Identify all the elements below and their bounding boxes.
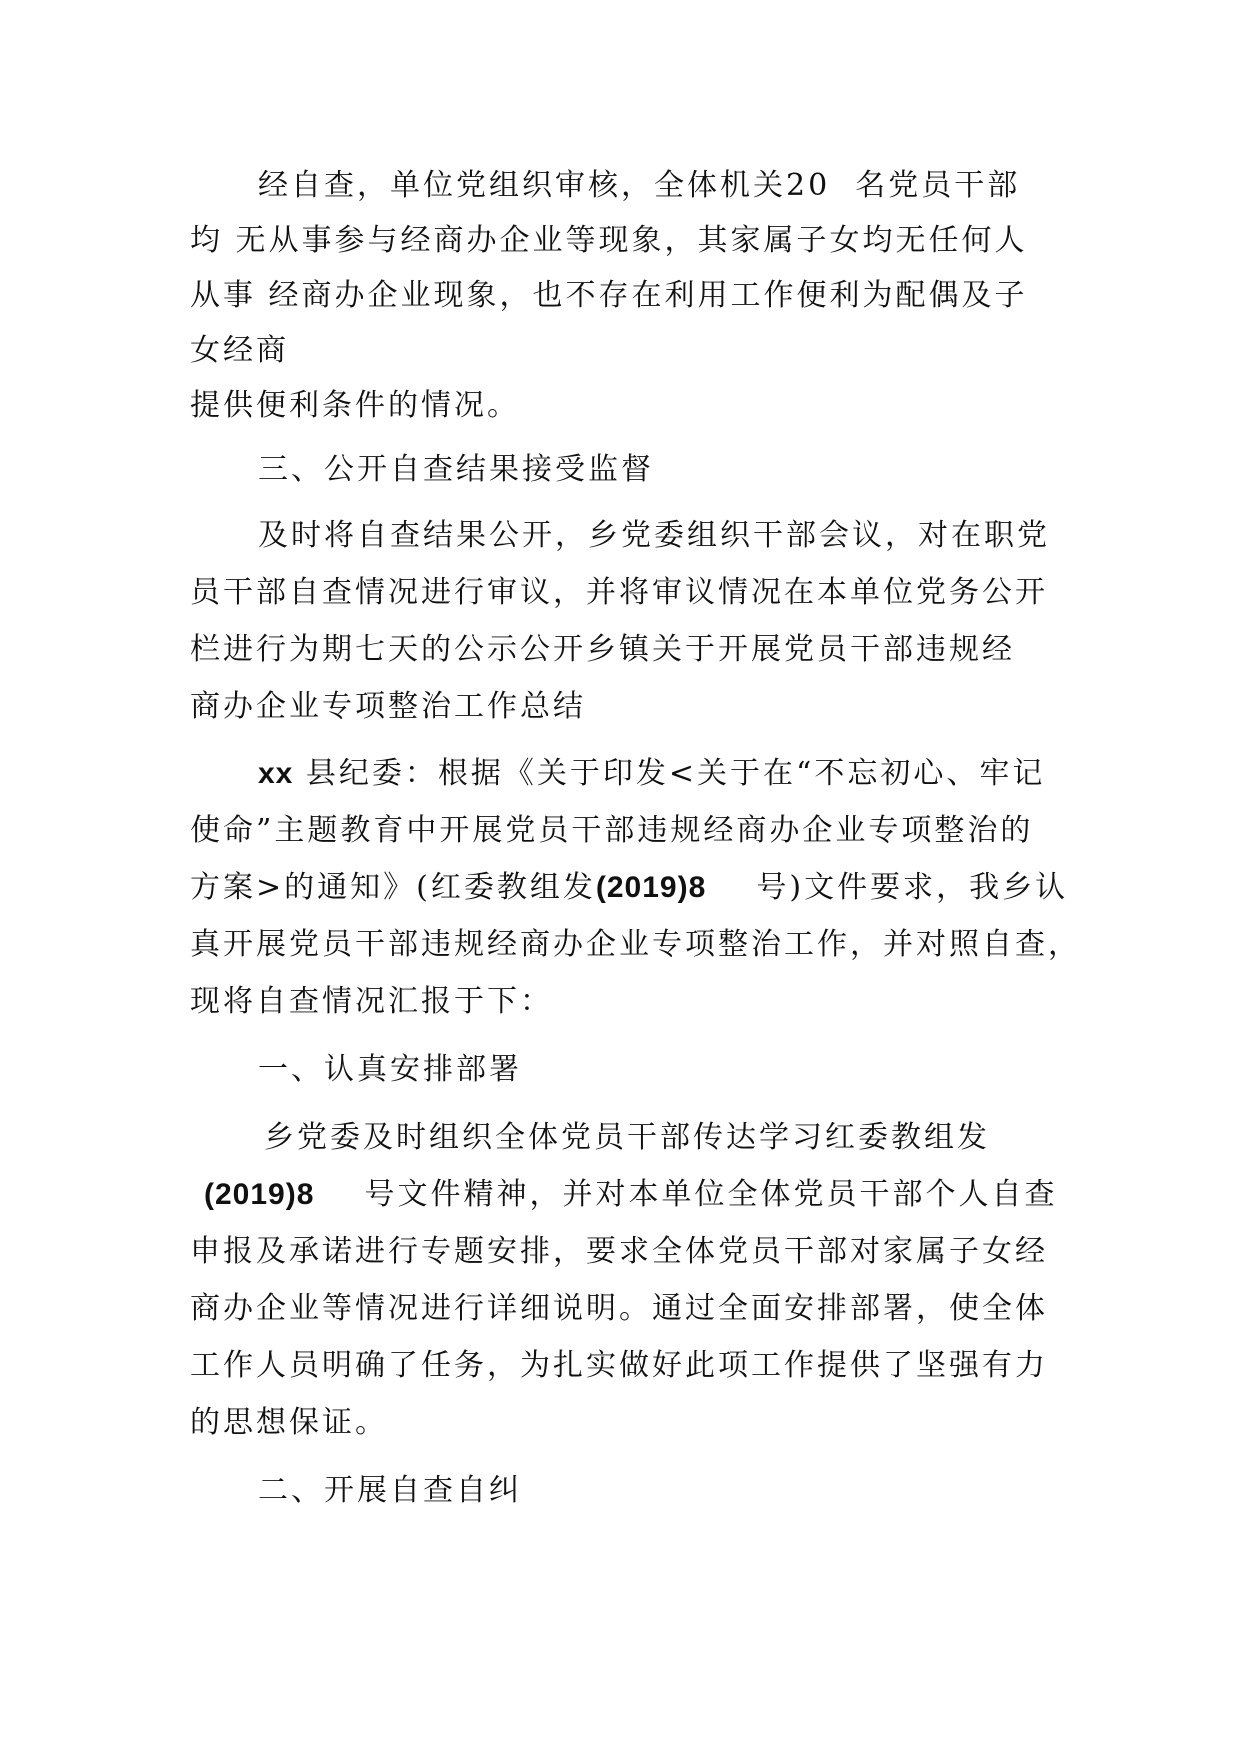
paragraph-line: 真开展党员干部违规经商办企业专项整治工作，并对照自查， [190,927,1081,962]
paragraph-line [258,756,1045,792]
paragraph-line: 申报及承诺进行专题安排，要求全体党员干部对家属子女经 [190,1234,1048,1269]
text-run: 号)文件要求，我乡认 [706,870,1069,905]
paragraph-line: 均 无从事参与经商办企业等现象，其家属子女均无任何人 [190,223,1028,258]
paragraph-line: 商办企业专项整治工作总结 [190,689,586,724]
bold-text: (2019)8 [204,1178,315,1211]
paragraph-line: 使命”主题教育中开展党员干部违规经商办企业专项整治的 [190,813,1034,848]
paragraph-line: 商办企业等情况进行详细说明。通过全面安排部署，使全体 [190,1291,1048,1326]
paragraph-line: 经自查，单位党组织审核，全体机关20 名党员干部 [258,168,1021,203]
paragraph-line: 现将自查情况汇报于下： [190,984,553,1019]
paragraph-line [190,870,1068,906]
text-run: 县纪委：根据《关于印发<关于在“不忘初心、牢记 [293,756,1046,791]
paragraph-line: 及时将自查结果公开，乡党委组织干部会议，对在职党 [258,518,1050,553]
text-run: 方案>的通知》(红委教组发 [190,870,596,905]
paragraph-line: 提供便利条件的情况。 [190,388,520,423]
section-heading: 一、认真安排部署 [258,1052,522,1087]
bold-text: xx [258,757,294,790]
bold-text: (2019)8 [595,871,707,904]
paragraph-line: 从事 经商办企业现象，也不存在利用工作便利为配偶及子 [190,278,1028,313]
paragraph-line: 栏进行为期七天的公示公开乡镇关于开展党员干部违规经 [190,632,1015,667]
section-heading: 二、开展自查自纠 [258,1473,522,1508]
paragraph-line: 的思想保证。 [190,1405,388,1440]
paragraph-line: 女经商 [190,333,289,368]
paragraph-line [204,1177,1058,1213]
text-run: 号文件精神，并对本单位全体党员干部个人自查 [314,1177,1058,1212]
paragraph-line: 工作人员明确了任务，为扎实做好此项工作提供了坚强有力 [190,1348,1048,1383]
paragraph-line: 员干部自查情况进行审议，并将审议情况在本单位党务公开 [190,575,1048,610]
paragraph-line: 乡党委及时组织全体党员干部传达学习红委教组发 [264,1120,990,1155]
section-heading: 三、公开自查结果接受监督 [258,452,654,487]
